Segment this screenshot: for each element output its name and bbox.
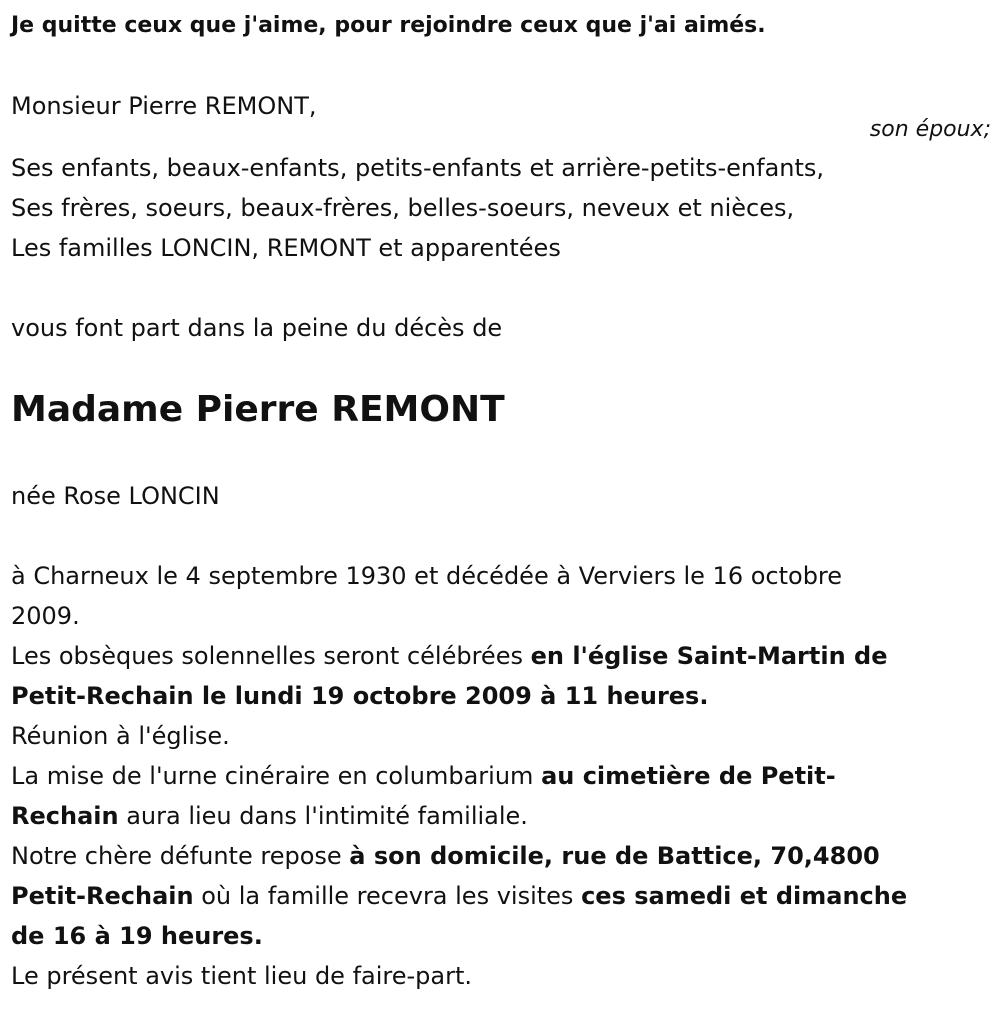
birth-death-year: 2009. bbox=[11, 602, 80, 630]
family-line-children: Ses enfants, beaux-enfants, petits-enfants et arrière-petits-enfants, bbox=[11, 154, 825, 182]
urn-rest: aura lieu dans l'intimité familiale. bbox=[118, 802, 528, 830]
visitation-days: ces samedi et dimanche bbox=[581, 882, 908, 910]
urn-place-cont: Rechain bbox=[11, 802, 119, 830]
announcement-text: vous font part dans la peine du décès de bbox=[11, 314, 503, 342]
visitation-address: à son domicile, rue de Battice, 70,4800 bbox=[349, 842, 880, 870]
epigraph: Je quitte ceux que j'aime, pour rejoindre ceux que j'ai aimés. bbox=[11, 13, 766, 38]
family-line-families: Les familles LONCIN, REMONT et apparentées bbox=[11, 234, 561, 262]
maiden-name: née Rose LONCIN bbox=[11, 482, 220, 510]
funeral-datetime: Petit-Rechain le lundi 19 octobre 2009 à 11 heures. bbox=[11, 682, 709, 710]
visitation-line bbox=[11, 836, 880, 876]
gathering-text: Réunion à l'église. bbox=[11, 722, 230, 750]
husband-role: son époux; bbox=[869, 117, 991, 142]
urn-intro: La mise de l'urne cinéraire en columbarium bbox=[11, 762, 542, 790]
funeral-church: en l'église Saint-Martin de bbox=[530, 642, 888, 670]
family-line-siblings: Ses frères, soeurs, beaux-frères, belles-soeurs, neveux et nièces, bbox=[11, 194, 795, 222]
visitation-address-cont: Petit-Rechain bbox=[11, 882, 194, 910]
visitation-hours: de 16 à 19 heures. bbox=[11, 922, 263, 950]
closing-text: Le présent avis tient lieu de faire-part. bbox=[11, 962, 473, 990]
visitation-intro: Notre chère défunte repose bbox=[11, 842, 350, 870]
husband-name: Monsieur Pierre REMONT, bbox=[11, 92, 317, 120]
funeral-intro: Les obsèques solennelles seront célébrées bbox=[11, 642, 531, 670]
birth-death-line: à Charneux le 4 septembre 1930 et décédée à Verviers le 16 octobre bbox=[11, 562, 843, 590]
funeral-line bbox=[11, 636, 887, 676]
urn-line bbox=[11, 756, 836, 796]
urn-line-2 bbox=[11, 796, 528, 836]
deceased-name: Madame Pierre REMONT bbox=[11, 389, 505, 430]
visitation-middle: où la famille recevra les visites bbox=[193, 882, 582, 910]
visitation-line-2 bbox=[11, 876, 907, 916]
urn-place: au cimetière de Petit- bbox=[541, 762, 836, 790]
